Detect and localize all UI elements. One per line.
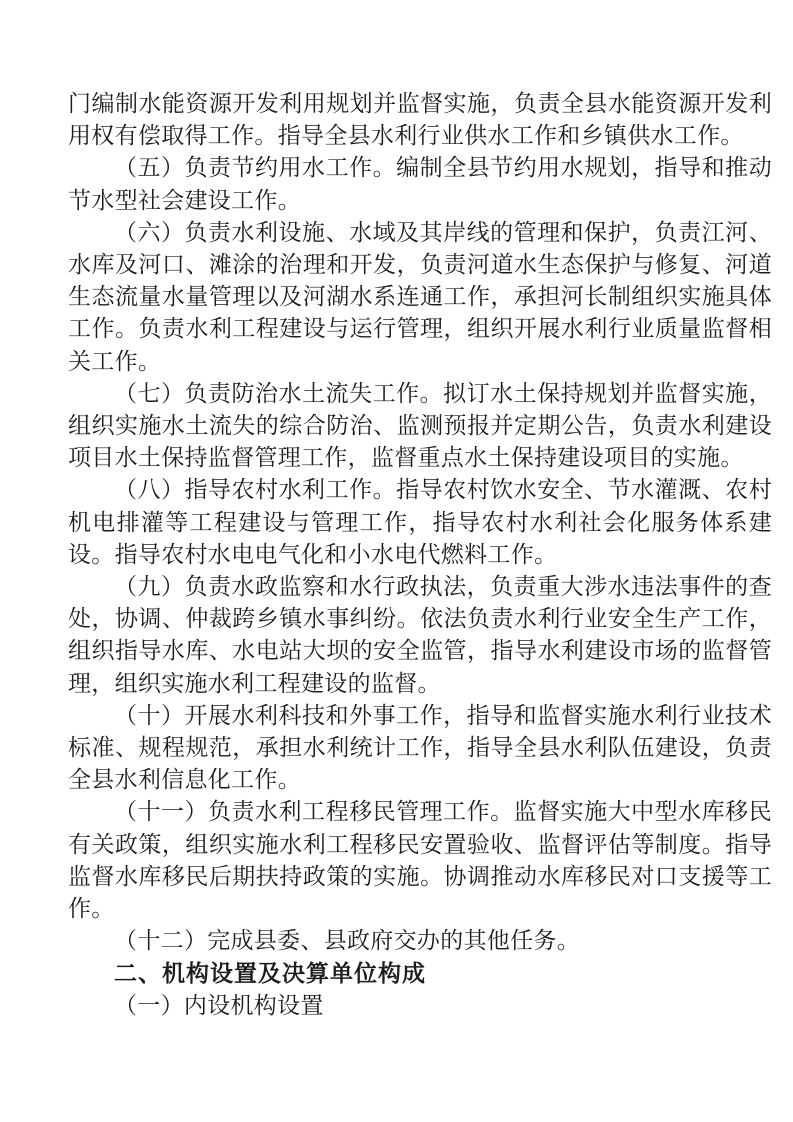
continuation-paragraph: 门编制水能资源开发利用规划并监督实施，负责全县水能资源开发利用权有偿取得工作。指导全县水利行业供水工作和乡镇供水工作。 bbox=[68, 91, 772, 149]
subsection-heading-internal-org: （一）内设机构设置 bbox=[114, 992, 324, 1018]
duty-item-12: （十二）完成县委、县政府交办的其他任务。 bbox=[114, 928, 580, 954]
duty-item-10: （十）开展水利科技和外事工作，指导和监督实施水利行业技术标准、规程规范，承担水利统计工作，指导全县水利队伍建设，负责全县水利信息化工作。 bbox=[68, 702, 772, 793]
duty-item-5: （五）负责节约用水工作。编制全县节约用水规划，指导和推动节水型社会建设工作。 bbox=[68, 155, 772, 213]
duty-item-7: （七）负责防治水土流失工作。拟订水土保持规划并监督实施，组织实施水土流失的综合防治、监测预报并定期公告，负责水利建设项目水土保持监督管理工作，监督重点水土保持建设项目的实施。 bbox=[68, 380, 772, 471]
document-body bbox=[68, 88, 772, 1022]
duty-item-9: （九）负责水政监察和水行政执法，负责重大涉水违法事件的查处，协调、仲裁跨乡镇水事纠纷。依法负责水利行业安全生产工作，组织指导水库、水电站大坝的安全监管，指导水利建设市场的监督管理，组织实施水利工程建设的监督。 bbox=[68, 574, 772, 696]
section-heading-org-setup: 二、机构设置及决算单位构成 bbox=[114, 960, 426, 987]
duty-item-6: （六）负责水利设施、水域及其岸线的管理和保护，负责江河、水库及河口、滩涂的治理和开发，负责河道水生态保护与修复、河道生态流量水量管理以及河湖水系连通工作，承担河长制组织实施具体工作。负责水利工程建设与运行管理，组织开展水利行业质量监督相关工作。 bbox=[68, 219, 772, 374]
duty-item-11: （十一）负责水利工程移民管理工作。监督实施大中型水库移民有关政策，组织实施水利工程移民安置验收、监督评估等制度。指导监督水库移民后期扶持政策的实施。协调推动水库移民对口支援等工作。 bbox=[68, 799, 772, 922]
duty-item-8: （八）指导农村水利工作。指导农村饮水安全、节水灌溉、农村机电排灌等工程建设与管理工作，指导农村水利社会化服务体系建设。指导农村水电电气化和小水电代燃料工作。 bbox=[68, 477, 772, 567]
